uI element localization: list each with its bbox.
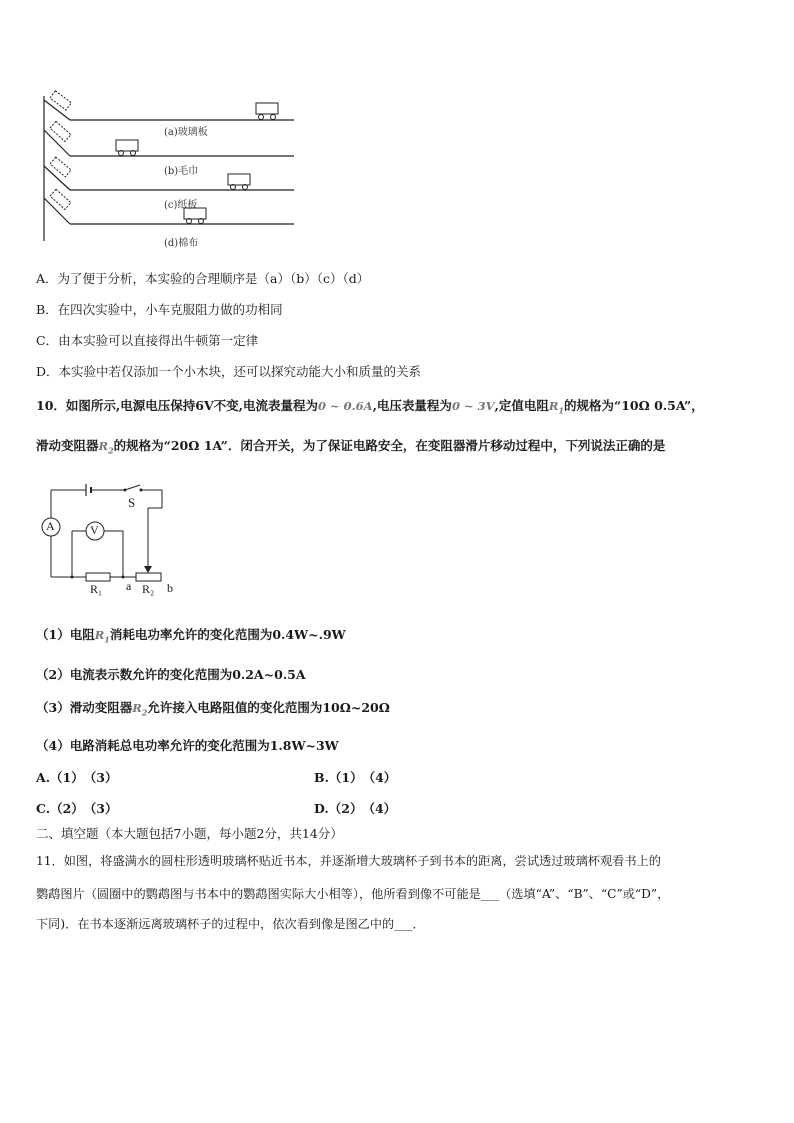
q10-choice-a: A.（1） （3）	[36, 770, 118, 785]
r2-symbol-inline: $R_2$	[132, 701, 148, 718]
r2-label: R₂	[142, 582, 155, 596]
voltmeter-range: 0 ~ 3V	[451, 399, 495, 413]
section-heading: 二、填空题（本大题包括7小题，每小题2分，共14分）	[36, 826, 343, 841]
ramp-label-a: (a)玻璃板	[164, 127, 208, 138]
ammeter-label: A	[46, 519, 55, 533]
slider-arrow	[144, 566, 152, 573]
q11-line1: 11．如图，将盛满水的圆柱形透明玻璃杯贴近书本，并逐渐增大玻璃杯子到书本的距离，尝试透过玻璃杯观看书上的	[36, 854, 661, 868]
q11-line2: 鹦鹉图片（圆圈中的鹦鹉图与书本中的鹦鹉图实际大小相等），他所看到像不可能是___（选填“A”、“B”、“C”或“D”，	[36, 887, 670, 901]
q10-stem-line2	[36, 437, 665, 459]
circuit-diagram	[36, 482, 186, 600]
q10-choice-c: C.（2） （3）	[36, 801, 118, 816]
r1-symbol: $R_1$	[548, 399, 565, 416]
ramp-experiment-figure	[36, 86, 306, 252]
ammeter-range: 0 ~ 0.6A	[318, 399, 373, 413]
r1-symbol-inline: $R_1$	[94, 628, 110, 645]
q10-choice-d: D.（2） （4）	[314, 801, 397, 816]
ramp-a	[44, 91, 294, 120]
ramp-label-d: (d)棉布	[164, 238, 199, 249]
q10-text-part3: ,定值电阻	[494, 398, 549, 413]
r1-label: R₁	[90, 582, 103, 596]
voltmeter-label: V	[90, 523, 99, 537]
q10-statement-1: （1）电阻$R_1$消耗电功率允许的变化范围为0.4W~.9W	[36, 627, 346, 645]
q10-statement-2: （2）电流表示数允许的变化范围为0.2A~0.5A	[36, 667, 306, 682]
q10-text-part4: 的规格为“10Ω 0.5A”，	[564, 398, 704, 413]
r2-rheostat	[136, 573, 161, 581]
q9-option-b: B．在四次实验中，小车克服阻力做的功相同	[36, 302, 283, 317]
q10-text-part1: 10．如图所示,电源电压保持6V不变,电流表量程为	[36, 398, 318, 413]
q10-choice-b: B.（1） （4）	[314, 770, 397, 785]
q11-line3: 下同)．在书本逐渐远离玻璃杯子的过程中，依次看到像是图乙中的___．	[36, 917, 425, 931]
switch-label: S	[128, 495, 136, 510]
ramp-label-b: (b)毛巾	[164, 166, 199, 177]
q10-stem-line1	[36, 397, 704, 419]
q10-line2-part2: 的规格为“20Ω 1A”．闭合开关，为了保证电路安全，在变阻器滑片移动过程中，下列说法正确的是	[113, 438, 666, 453]
q9-option-a: A．为了便于分析，本实验的合理顺序是（a）（b）（c）（d）	[36, 271, 370, 286]
circuit-drawing	[36, 482, 186, 600]
q10-statement-4: （4）电路消耗总电功率允许的变化范围为1.8W~3W	[36, 738, 339, 753]
q10-text-part2: ,电压表量程为	[372, 398, 452, 413]
r2-symbol: $R_2$	[98, 439, 114, 456]
point-b-label: b	[167, 581, 173, 595]
point-a-label: a	[126, 579, 132, 593]
switch-blade	[125, 485, 140, 490]
q9-option-d: D．本实验中若仅添加一个小木块，还可以探究动能大小和质量的关系	[36, 364, 422, 379]
q9-option-c: C．由本实验可以直接得出牛顿第一定律	[36, 333, 259, 348]
q10-statement-3: （3）滑动变阻器$R_2$允许接入电路阻值的变化范围为10Ω~20Ω	[36, 700, 390, 718]
r1-resistor	[86, 573, 110, 581]
q10-line2-part1: 滑动变阻器	[36, 438, 99, 453]
ramp-label-c: (c)纸板	[164, 200, 198, 211]
